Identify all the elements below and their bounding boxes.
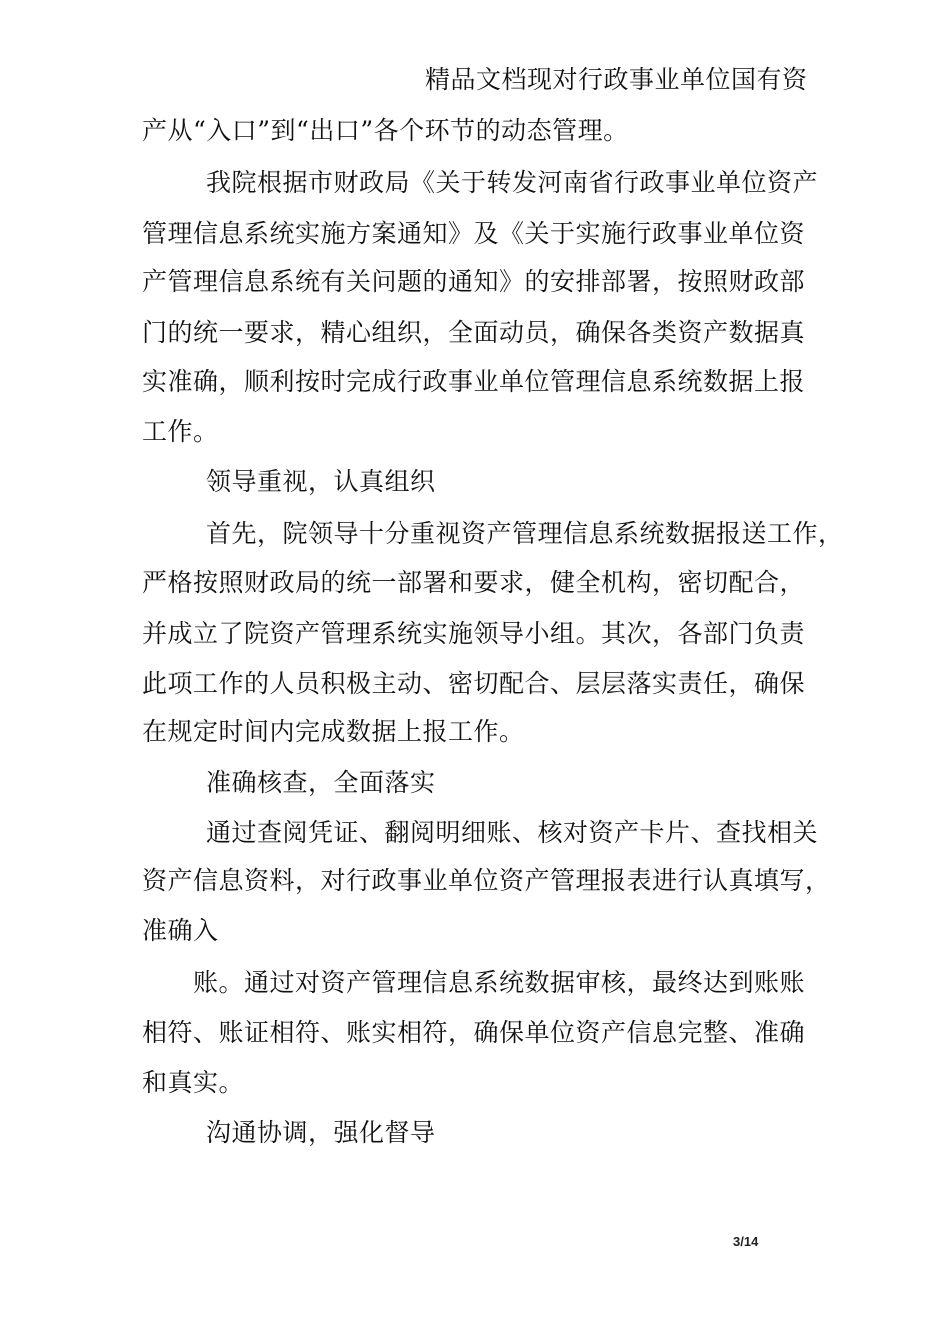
text-line: 账。通过对资产管理信息系统数据审核，最终达到账账 [193, 968, 806, 997]
text-line: 精品文档现对行政事业单位国有资 [425, 65, 808, 94]
text-line: 产从“入口”到“出口”各个环节的动态管理。 [142, 116, 629, 145]
text-line: 相符、账证相符、账实相符，确保单位资产信息完整、准确 [142, 1018, 806, 1047]
section-heading: 领导重视，认真组织 [206, 467, 436, 496]
text-line: 管理信息系统实施方案通知》及《关于实施行政事业单位资 [142, 219, 806, 248]
text-line: 和真实。 [142, 1068, 245, 1097]
text-line: 产管理信息系统有关问题的通知》的安排部署，按照财政部 [142, 267, 806, 296]
text-line: 我院根据市财政局《关于转发河南省行政事业单位资产 [206, 168, 819, 197]
section-heading: 准确核查，全面落实 [206, 768, 436, 797]
text-line: 严格按照财政局的统一部署和要求，健全机构，密切配合， [142, 568, 806, 597]
text-line: 工作。 [142, 417, 219, 446]
section-heading: 沟通协调，强化督导 [206, 1118, 436, 1147]
text-line: 资产信息资料，对行政事业单位资产管理报表进行认真填写， [142, 866, 831, 895]
text-line: 此项工作的人员积极主动、密切配合、层层落实责任，确保 [142, 669, 806, 698]
text-line: 在规定时间内完成数据上报工作。 [142, 717, 525, 746]
text-line: 门的统一要求，精心组织，全面动员，确保各类资产数据真 [142, 318, 806, 347]
text-line: 首先，院领导十分重视资产管理信息系统数据报送工作， [206, 519, 844, 548]
text-line: 准确入 [142, 916, 219, 945]
text-line: 并成立了院资产管理系统实施领导小组。其次，各部门负责 [142, 619, 806, 648]
page-number: 3/14 [733, 1234, 759, 1249]
text-line: 通过查阅凭证、翻阅明细账、核对资产卡片、查找相关 [206, 818, 819, 847]
text-line: 实准确，顺利按时完成行政事业单位管理信息系统数据上报 [142, 367, 806, 396]
